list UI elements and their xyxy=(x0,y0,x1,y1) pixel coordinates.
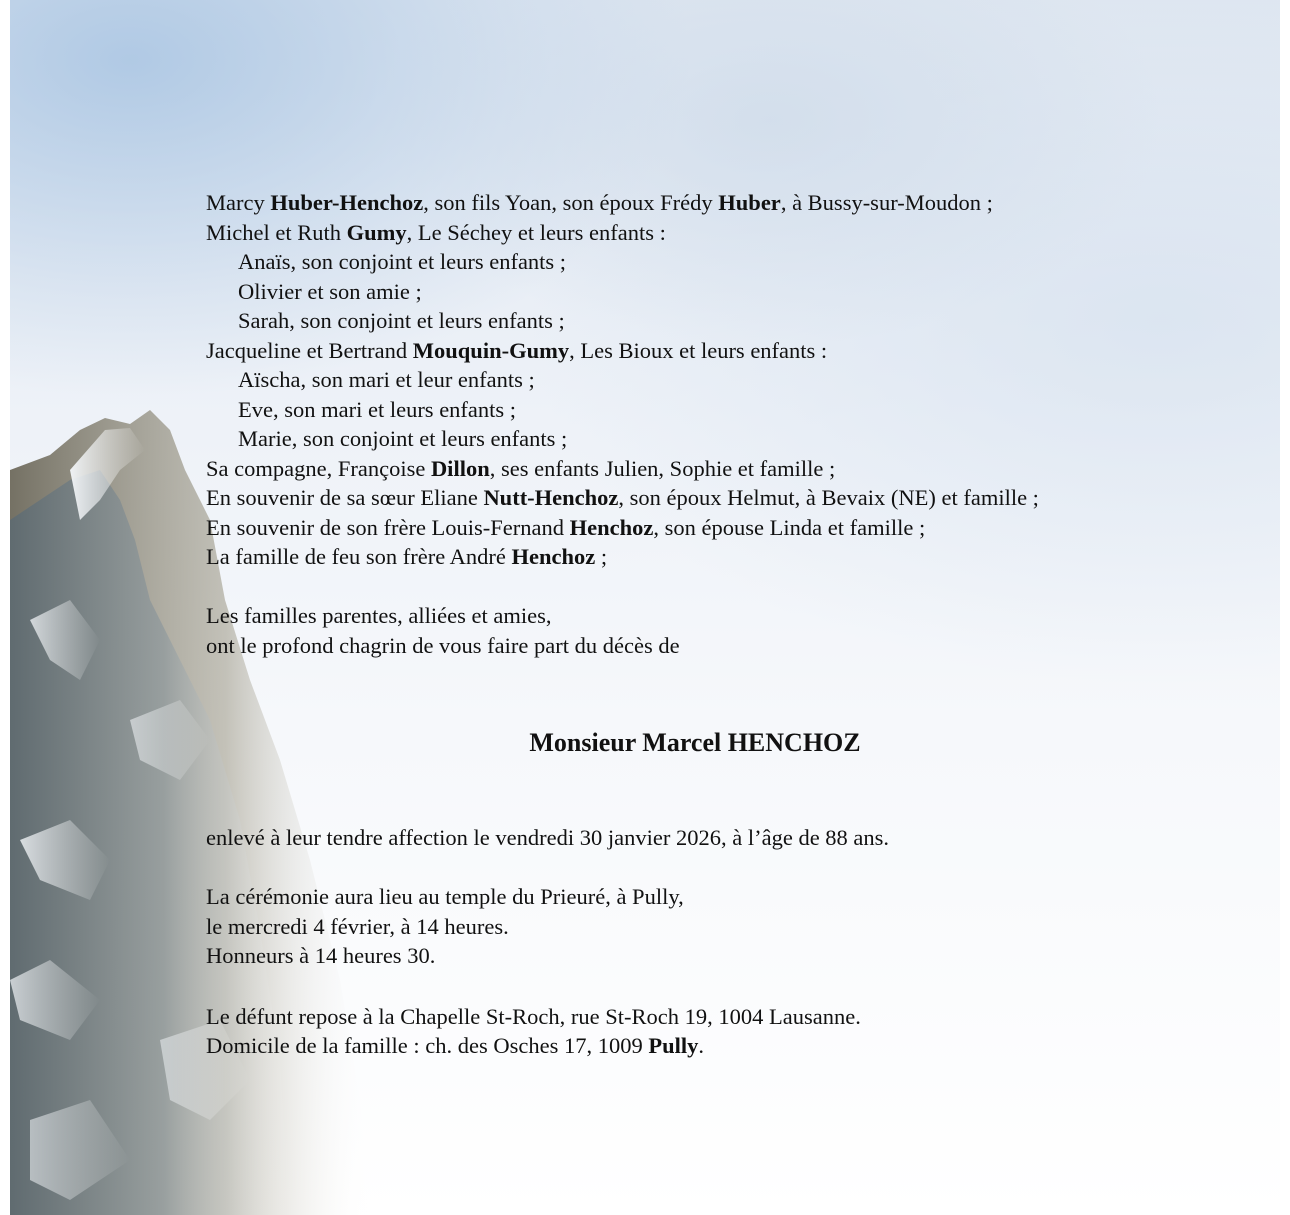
family-line: En souvenir de sa sœur Eliane Nutt-Henchoz, son époux Helmut, à Bevaix (NE) et famille ; xyxy=(206,485,1039,510)
family-line: Sa compagne, Françoise Dillon, ses enfants Julien, Sophie et famille ; xyxy=(206,455,836,481)
details-block xyxy=(206,823,1246,1061)
page-margin-left xyxy=(0,0,10,1215)
family-subline: Eve, son mari et leurs enfants ; xyxy=(238,396,517,422)
ceremony-line: le mercredi 4 février, à 14 heures. xyxy=(206,913,509,939)
family-subline: Anaïs, son conjoint et leurs enfants ; xyxy=(238,249,567,274)
ceremony-line: La cérémonie aura lieu au temple du Prieuré, à Pully, xyxy=(206,884,684,909)
announcement-line: ont le profond chagrin de vous faire part du décès de xyxy=(206,632,680,658)
deceased-name: Monsieur Marcel HENCHOZ xyxy=(529,728,861,757)
family-line: Marcy Huber-Henchoz, son fils Yoan, son époux Frédy Huber, à Bussy-sur-Moudon ; xyxy=(206,190,993,215)
rest-place-text: Le défunt repose à la Chapelle St-Roch, rue St-Roch 19, 1004 Lausanne. xyxy=(206,1003,861,1029)
family-line: La famille de feu son frère André Henchoz ; xyxy=(206,544,608,569)
obituary-page xyxy=(10,0,1280,1215)
ceremony-line: Honneurs à 14 heures 30. xyxy=(206,943,436,968)
passing-text: enlevé à leur tendre affection le vendredi 30 janvier 2026, à l’âge de 88 ans. xyxy=(206,825,890,850)
domicile-text: Domicile de la famille : ch. des Osches 17, 1009 Pully. xyxy=(206,1033,705,1058)
family-list xyxy=(206,188,1246,660)
announcement-line: Les familles parentes, alliées et amies, xyxy=(206,603,552,628)
family-line: En souvenir de son frère Louis-Fernand Henchoz, son épouse Linda et famille ; xyxy=(206,514,926,540)
family-line: Michel et Ruth Gumy, Le Séchey et leurs enfants : xyxy=(206,219,666,245)
family-line: Jacqueline et Bertrand Mouquin-Gumy, Les Bioux et leurs enfants : xyxy=(206,337,828,363)
page-margin-right xyxy=(1280,0,1290,1215)
family-subline: Marie, son conjoint et leurs enfants ; xyxy=(238,426,568,451)
family-subline: Olivier et son amie ; xyxy=(238,278,422,304)
family-subline: Sarah, son conjoint et leurs enfants ; xyxy=(238,308,565,333)
family-subline: Aïscha, son mari et leur enfants ; xyxy=(238,367,535,392)
